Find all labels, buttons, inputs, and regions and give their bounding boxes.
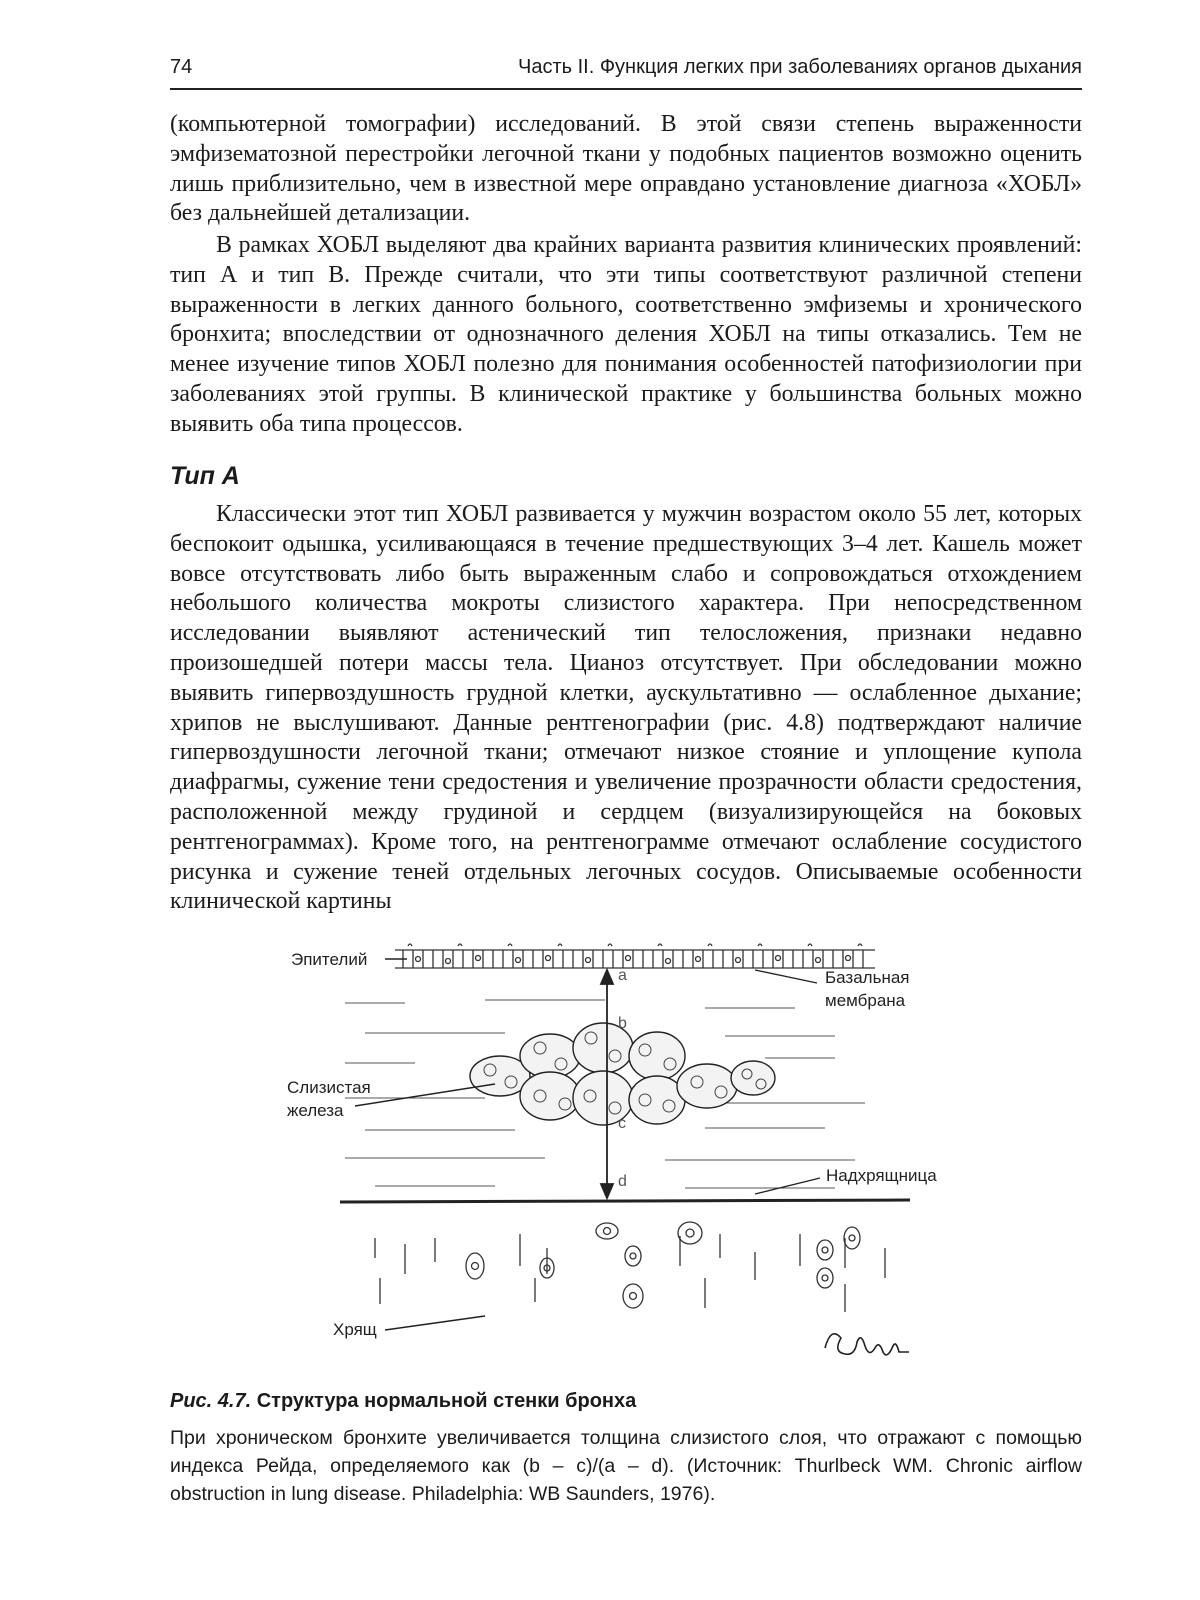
paragraph-3: Классически этот тип ХОБЛ развивается у мужчин возрастом около 55 лет, которых беспокоит одышка, усиливающаяся в течение предшествующих 3–4 лет. Кашель может вовсе отсутствовать либо быть выраженным слабо и сопровождаться отхождением небольшого количества мокроты слизистого характера. При непосредственном исследовании выявляют астенический тип телосложения, признаки недавно произошедшей потери массы тела. Цианоз отсутствует. При обследовании можно выявить гипервоздушность грудной клетки, аускультативно — ослабленное дыхание; хрипов не выслушивают. Данные рентгенографии (рис. 4.8) подтверждают наличие гипервоздушности легочной ткани; отмечают низкое стояние и уплощение купола диафрагмы, сужение тени средостения и увеличение прозрачности области средостения, расположенной между грудиной и сердцем (визуализирующейся на боковых рентгенограммах). Кроме того, на рентгенограмме отмечают ослабление сосудистого рисунка и сужение теней отдельных легочных сосудов. Описываемые особенности клинической картины — [170, 501, 1082, 915]
perichondrium-line — [340, 1200, 910, 1202]
paragraph-2: В рамках ХОБЛ выделяют два крайних варианта развития клинических проявлений: тип А и тип В. Прежде считали, что эти типы соответствуют различной степени выраженности в легких данного больного, соответственно эмфиземы и хронического бронхита; впоследствии от однозначного деления ХОБЛ на типы отказались. Тем не менее изучение типов ХОБЛ полезно для понимания особенностей патофизиологии при заболеваниях этой группы. В клинической практике у большинства больных можно выявить оба типа процессов. — [170, 232, 1082, 437]
page-number: 74 — [170, 56, 193, 78]
letter-a: a — [618, 967, 627, 984]
paragraph-1: (компьютерной томографии) исследований. В этой связи степень выраженности эмфизематозной перестройки легочной ткани у подобных пациентов возможно оценить лишь приблизительно, чем в известной мере оправдано установление диагноза «ХОБЛ» без дальнейшей детализации. — [170, 111, 1082, 227]
label-basal-membrane-2: мембрана — [825, 991, 906, 1010]
page-header — [170, 52, 1082, 90]
letter-d: d — [618, 1173, 627, 1190]
letter-b: b — [618, 1015, 627, 1032]
label-gland-2: железа — [287, 1101, 344, 1120]
bronchial-wall-figure — [285, 938, 975, 1378]
mucous-gland — [470, 1023, 775, 1125]
figure-caption-title — [170, 1390, 636, 1413]
caption-title: Структура нормальной стенки бронха — [256, 1390, 637, 1412]
artist-signature — [825, 1334, 909, 1355]
section-title: Тип А — [170, 462, 240, 490]
label-perichondrium: Надхрящница — [826, 1166, 937, 1185]
letter-c: c — [618, 1115, 626, 1132]
label-cartilage: Хрящ — [333, 1320, 377, 1339]
figure-caption-text: При хроническом бронхите увеличивается толщина слизистого слоя, что отражают с помощью индекса Рейда, определяемого как (b – c)/(a – d). (Источник: Thurlbeck WM. Chronic airflow obstruction in lung disease. Philadelphia: WB Saunders, 1976). — [170, 1427, 1082, 1505]
label-epithelium: Эпителий — [291, 950, 368, 969]
cartilage-layer — [375, 1222, 885, 1312]
epithelium-layer — [395, 944, 875, 968]
running-title: Часть II. Функция легких при заболеваниях органов дыхания — [518, 56, 1082, 78]
label-basal-membrane-1: Базальная — [825, 968, 910, 987]
caption-number: Рис. 4.7. — [170, 1390, 252, 1412]
label-gland-1: Слизистая — [287, 1078, 371, 1097]
